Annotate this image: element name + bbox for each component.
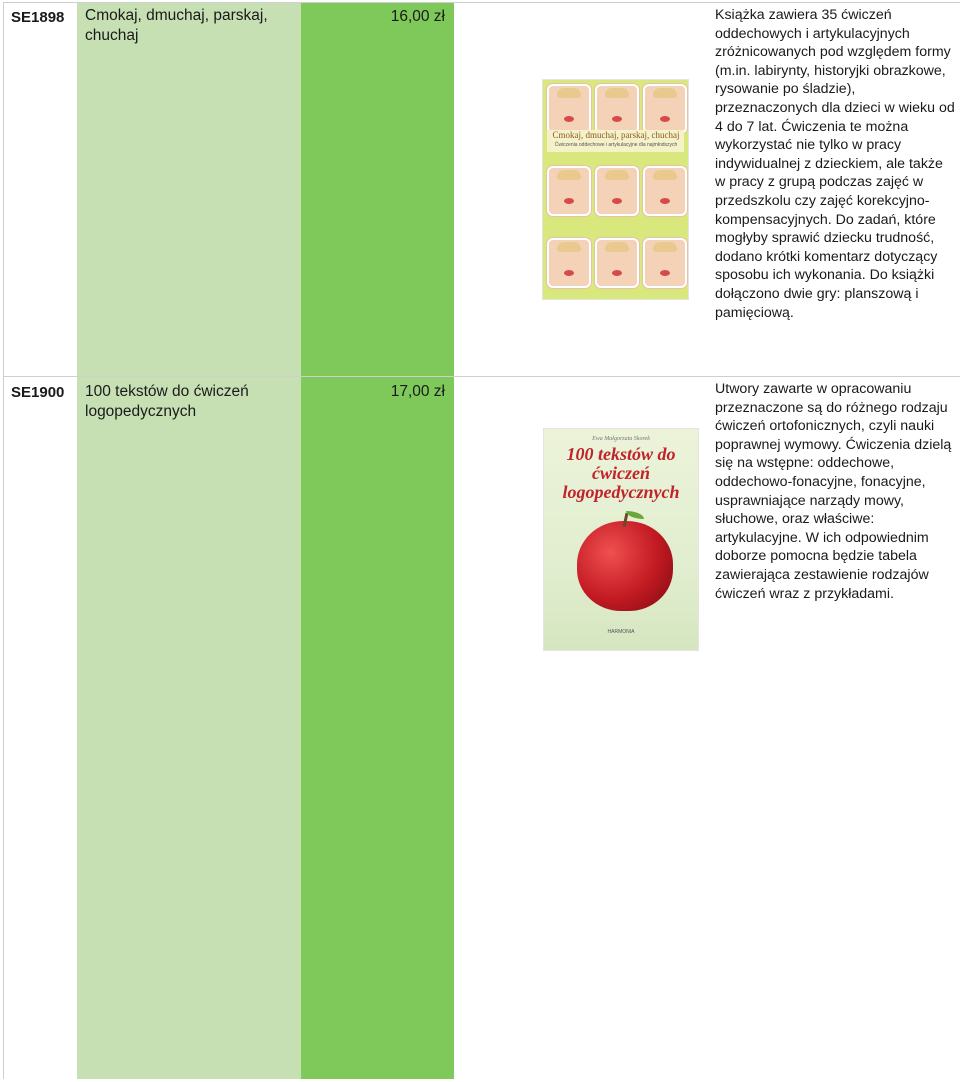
cover-title: Cmokaj, dmuchaj, parskaj, chuchaj [552,130,680,140]
product-title: Cmokaj, dmuchaj, parskaj, chuchaj [85,7,268,44]
book-cover-image [542,79,689,300]
table-top-border [3,2,960,3]
product-price: 16,00 zł [390,8,445,25]
publisher-logo: HARMONIA [607,629,635,635]
apple-illustration [577,521,673,611]
row-divider [3,376,960,377]
cover-subtitle: Ćwiczenia oddechowe i artykulacyjne dla najmłodszych [554,142,678,148]
cover-title: 100 tekstów do ćwiczeń logopedycznych [562,444,680,502]
apple-leaf [626,511,644,519]
product-code: SE1900 [11,384,65,401]
cover-author: Ewa Małgorzata Skorek [592,436,650,442]
title-column [77,2,301,1079]
product-description: Książka zawiera 35 ćwiczeń oddechowych i artykulacyjnych zróżnicowanych pod względem formy (m.in. labirynty, historyjki obrazkowe, rysowanie po śladzie), przeznaczonych dla dzieci w wieku od 4 do 7 lat. Ćwiczenia te można wykorzystać nie tylko w pracy indywidualnej z dzieckiem, ale także w pracy z grupą podczas zajęć w przedszkolu czy zajęć korekcyjno-kompensacyjnych. Do zadań, które mogłyby sprawić dziecku trudność, dodano krótki komentarz dotyczący sposobu ich wykonania. Do książki dołączono dwie gry: planszową i pamięciową. [715,7,955,321]
product-price: 17,00 zł [390,383,445,400]
book-cover-image [543,428,699,651]
product-description: Utwory zawarte w opracowaniu przeznaczone są do różnego rodzaju ćwiczeń ortofonicznych, czyli nauki poprawnej wymowy. Ćwiczenia dzielą się na wstępne: oddechowe, oddechowo-fonacyjne, fonacyjne, usprawniające narządy mowy, słuchowe, oraz właściwe: artykulacyjne. W ich odpowiednim doborze pomocna będzie tabela zawierająca zestawienie rodzajów ćwiczeń wraz z przykładami. [715,381,952,602]
product-code: SE1898 [11,9,65,26]
product-title: 100 tekstów do ćwiczeń logopedycznych [85,383,249,420]
price-column [301,2,454,1079]
code-column [3,2,78,1079]
